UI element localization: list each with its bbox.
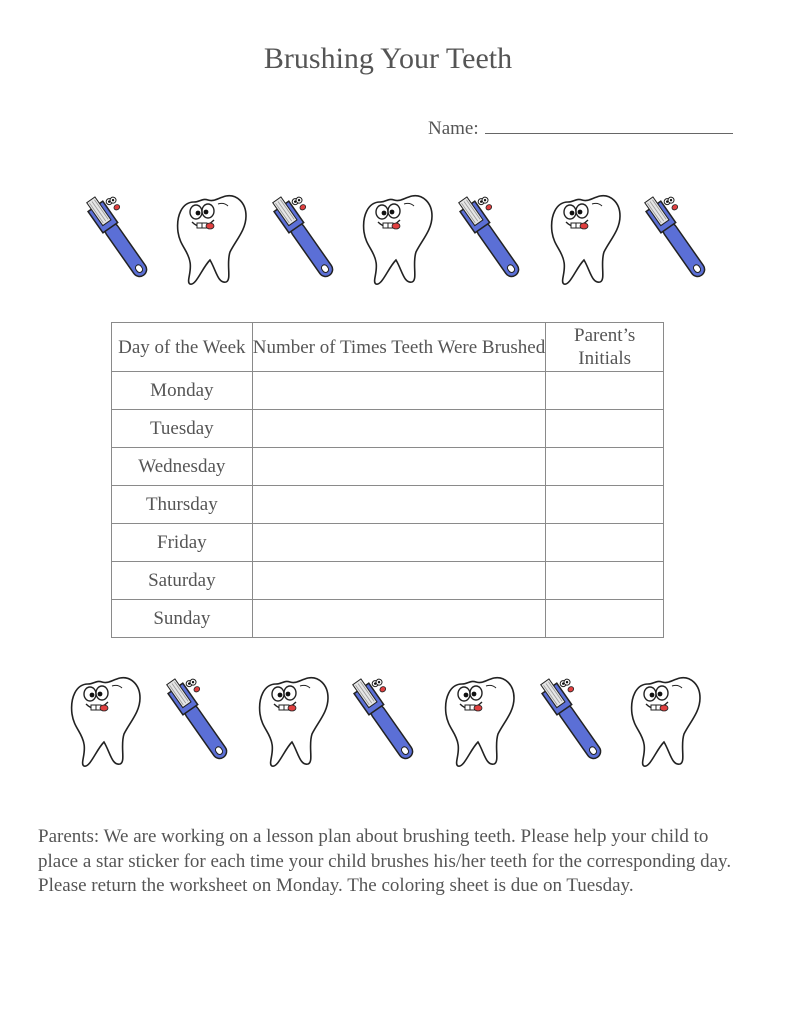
toothbrush-icon: [638, 190, 718, 291]
times-brushed-cell[interactable]: [252, 372, 546, 410]
tooth-icon: [66, 672, 146, 773]
toothbrush-icon: [266, 190, 346, 291]
name-field: [428, 115, 733, 140]
day-cell: Sunday: [112, 600, 253, 638]
parent-initials-cell[interactable]: [546, 372, 664, 410]
header-times-brushed: Number of Times Teeth Were Brushed: [252, 323, 546, 372]
tooth-icon: [626, 672, 706, 773]
parent-initials-cell[interactable]: [546, 600, 664, 638]
table-row: [112, 524, 664, 562]
times-brushed-cell[interactable]: [252, 410, 546, 448]
parent-initials-cell[interactable]: [546, 448, 664, 486]
chart-header-row: [112, 323, 664, 372]
table-row: [112, 410, 664, 448]
page-title: Brushing Your Teeth: [263, 42, 513, 75]
name-label: Name:: [428, 118, 479, 139]
toothbrush-icon: [346, 672, 426, 773]
tooth-icon: [440, 672, 520, 773]
header-day: Day of the Week: [112, 323, 253, 372]
times-brushed-cell[interactable]: [252, 600, 546, 638]
day-cell: Friday: [112, 524, 253, 562]
toothbrush-icon: [452, 190, 532, 291]
clipart-row-top: [0, 190, 794, 290]
tooth-icon: [358, 190, 438, 291]
times-brushed-cell[interactable]: [252, 448, 546, 486]
table-row: [112, 562, 664, 600]
table-row: [112, 448, 664, 486]
day-cell: Thursday: [112, 486, 253, 524]
times-brushed-cell[interactable]: [252, 524, 546, 562]
parent-initials-cell[interactable]: [546, 486, 664, 524]
parent-initials-cell[interactable]: [546, 410, 664, 448]
parent-initials-cell[interactable]: [546, 524, 664, 562]
day-cell: Monday: [112, 372, 253, 410]
table-row: [112, 600, 664, 638]
day-cell: Tuesday: [112, 410, 253, 448]
table-row: [112, 486, 664, 524]
tooth-icon: [254, 672, 334, 773]
brushing-chart: [111, 322, 664, 638]
clipart-row-bottom: [0, 672, 794, 772]
times-brushed-cell[interactable]: [252, 486, 546, 524]
toothbrush-icon: [534, 672, 614, 773]
parent-note: Parents: We are working on a lesson plan about brushing teeth. Please help your child to place a star sticker for each time your child brushes his/her teeth for the corresponding day. Please return the worksheet on Monday. The coloring sheet is due on Tuesday.: [38, 826, 732, 896]
header-parent-initials: Parent’s Initials: [546, 323, 664, 372]
tooth-icon: [546, 190, 626, 291]
tooth-icon: [172, 190, 252, 291]
name-blank-line[interactable]: [485, 115, 733, 134]
times-brushed-cell[interactable]: [252, 562, 546, 600]
day-cell: Wednesday: [112, 448, 253, 486]
parent-initials-cell[interactable]: [546, 562, 664, 600]
table-row: [112, 372, 664, 410]
toothbrush-icon: [160, 672, 240, 773]
day-cell: Saturday: [112, 562, 253, 600]
toothbrush-icon: [80, 190, 160, 291]
